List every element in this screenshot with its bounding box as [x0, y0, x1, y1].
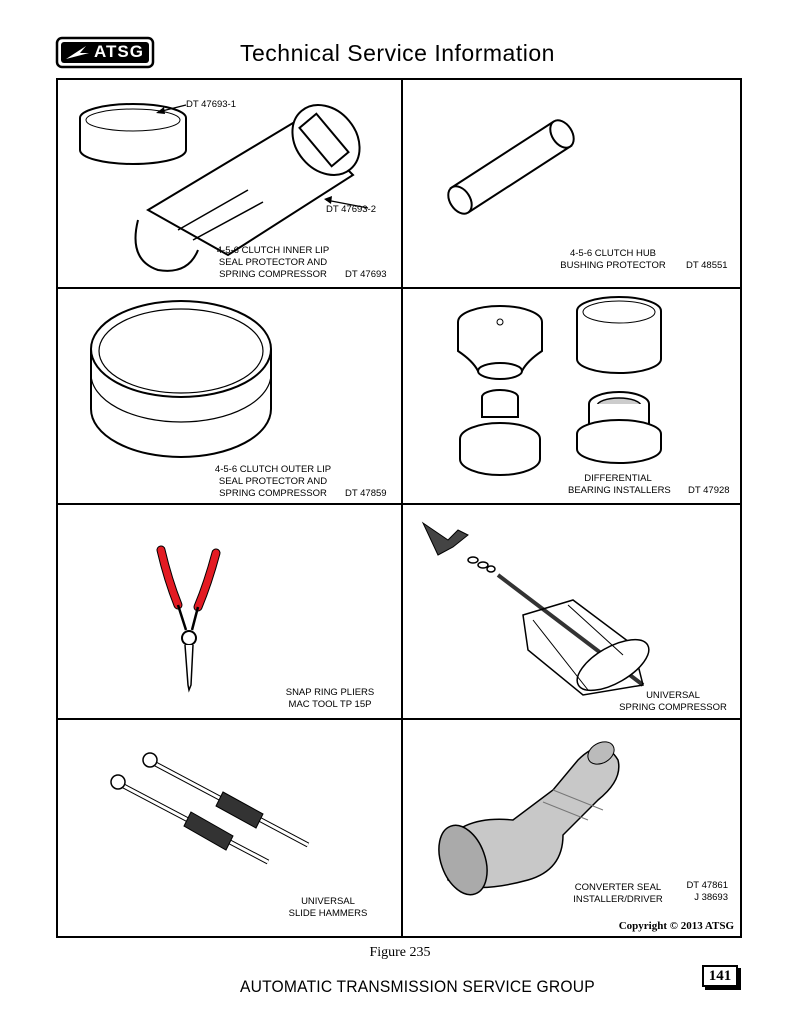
- panel-hub-bushing: [403, 80, 740, 287]
- panel-label: SNAP RING PLIERS MAC TOOL TP 15P: [285, 687, 375, 710]
- panel-label: 4-5-6 CLUTCH OUTER LIP SEAL PROTECTOR AND SPRING COMPRESSOR: [214, 464, 332, 499]
- panel-label: CONVERTER SEAL INSTALLER/DRIVER: [573, 882, 663, 905]
- part-number: DT 47859: [345, 488, 387, 499]
- copyright: Copyright © 2013 ATSG: [618, 920, 734, 932]
- diff-bearing-tools-illustration: [403, 289, 740, 503]
- part-number: DT 47928: [688, 485, 730, 496]
- part-numbers: DT 47861 J 38693: [686, 880, 728, 903]
- callout-dt-47693-2: DT 47693-2: [326, 204, 376, 215]
- logo-text: ATSG: [94, 42, 144, 61]
- panel-label: 4-5-6 CLUTCH INNER LIP SEAL PROTECTOR AND SPRING COMPRESSOR: [216, 245, 330, 280]
- part-number: DT 47693: [345, 269, 387, 280]
- panel-label: UNIVERSAL SLIDE HAMMERS: [288, 896, 368, 919]
- page-title: Technical Service Information: [240, 40, 555, 66]
- panel-label: 4-5-6 CLUTCH HUB BUSHING PROTECTOR: [560, 248, 666, 271]
- panel-label: DIFFERENTIAL BEARING INSTALLERS: [568, 473, 671, 496]
- figure-caption: Figure 235: [369, 945, 431, 960]
- figure-grid: [56, 78, 742, 938]
- atsg-logo: [56, 37, 154, 68]
- panel-diff-bearing: [403, 289, 740, 503]
- panel-label: UNIVERSAL SPRING COMPRESSOR: [619, 690, 727, 713]
- panel-outer-lip: [58, 289, 401, 503]
- panel-inner-lip: [58, 80, 401, 287]
- page-number: 141: [702, 965, 738, 987]
- footer-org: AUTOMATIC TRANSMISSION SERVICE GROUP: [240, 977, 595, 996]
- part-number: DT 48551: [686, 260, 728, 271]
- spring-compressor-illustration: [403, 505, 740, 718]
- panel-snap-ring: [58, 505, 401, 718]
- panel-converter-seal: [403, 720, 740, 936]
- panel-slide-hammer: [58, 720, 401, 936]
- panel-spring-comp: [403, 505, 740, 718]
- callout-dt-47693-1: DT 47693-1: [186, 99, 236, 110]
